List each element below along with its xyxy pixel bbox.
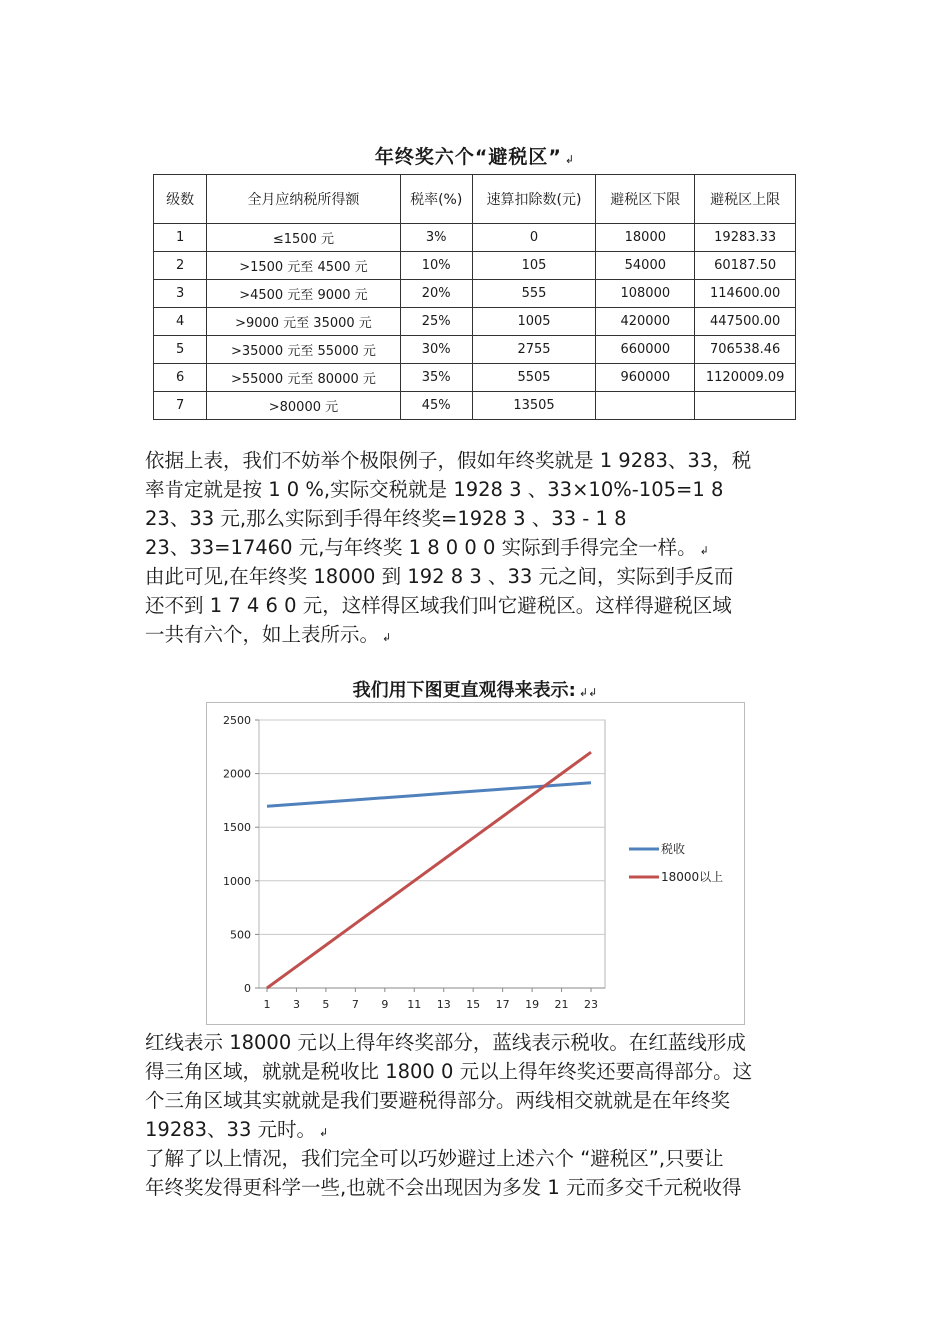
table-cell: 3	[154, 280, 207, 308]
table-cell: 2755	[472, 336, 595, 364]
x-tick-label: 15	[466, 998, 481, 1011]
y-tick-label: 1000	[223, 874, 251, 888]
paragraph-mark-icon: ↲	[382, 631, 392, 644]
table-body	[154, 224, 796, 420]
table-cell: 54000	[596, 252, 695, 280]
table-cell: 13505	[472, 392, 595, 420]
paragraph-mark-icon: ↲	[319, 1126, 329, 1139]
table-cell	[596, 392, 695, 420]
paragraph-line: 19283、33 元时。 ↲	[145, 1118, 329, 1141]
table-cell: 30%	[400, 336, 472, 364]
table-header-cell: 税率(%)	[400, 175, 472, 224]
paragraph-line: 23、33 元,那么实际到手得年终奖=1928 3 、33 - 1 8	[145, 507, 627, 530]
x-tick-label: 13	[436, 998, 451, 1011]
x-tick-label: 5	[322, 998, 330, 1011]
table-cell: 105	[472, 252, 595, 280]
x-tick-label: 7	[351, 998, 359, 1011]
table-cell: 1120009.09	[695, 364, 796, 392]
table-cell: 660000	[596, 336, 695, 364]
table-cell: 0	[472, 224, 595, 252]
paragraph-line: 年终奖发得更科学一些,也就不会出现因为多发 1 元而多交千元税收得	[145, 1176, 742, 1199]
table-cell: 108000	[596, 280, 695, 308]
paragraph-conclusion	[145, 562, 815, 652]
table-header-cell: 避税区上限	[695, 175, 796, 224]
x-tick-label: 23	[584, 998, 598, 1011]
table-cell: 1005	[472, 308, 595, 336]
table-cell: 706538.46	[695, 336, 796, 364]
paragraph-line: 还不到 1 7 4 6 0 元，这样得区域我们叫它避税区。这样得避税区域	[145, 594, 732, 617]
paragraph-mark-icon: ↲	[564, 153, 576, 166]
table-cell: 2	[154, 252, 207, 280]
x-tick-label: 9	[381, 998, 389, 1011]
paragraph-line: 一共有六个，如上表所示。 ↲	[145, 623, 392, 646]
table-title-text: 年终奖六个“避税区”	[374, 146, 562, 168]
table-cell: 45%	[400, 392, 472, 420]
x-tick-label: 11	[407, 998, 422, 1011]
table-header-cell: 速算扣除数(元)	[472, 175, 595, 224]
paragraph-chart-explanation	[145, 1028, 815, 1147]
table-cell: 10%	[400, 252, 472, 280]
table-header-cell: 全月应纳税所得额	[207, 175, 400, 224]
table-cell: >1500 元至 4500 元	[207, 252, 400, 280]
paragraph-line: 依据上表，我们不妨举个极限例子，假如年终奖就是 1 9283、33，税	[145, 449, 752, 472]
chart-heading	[0, 676, 950, 702]
table-cell: 555	[472, 280, 595, 308]
paragraph-summary	[145, 1144, 815, 1202]
table-cell: 1	[154, 224, 207, 252]
table-row	[154, 224, 796, 252]
table-cell: 20%	[400, 280, 472, 308]
line-chart	[206, 702, 745, 1025]
table-row	[154, 308, 796, 336]
table-cell: 5	[154, 336, 207, 364]
table-cell: 60187.50	[695, 252, 796, 280]
table-cell: >35000 元至 55000 元	[207, 336, 400, 364]
paragraph-line: 由此可见,在年终奖 18000 到 192 8 3 、33 元之间，实际到手反而	[145, 565, 734, 588]
y-tick-label: 2500	[223, 714, 251, 727]
tax-table	[153, 174, 796, 420]
table-cell: >9000 元至 35000 元	[207, 308, 400, 336]
table-cell: ≤1500 元	[207, 224, 400, 252]
paragraph-example	[145, 446, 815, 565]
table-row	[154, 336, 796, 364]
table-cell: 5505	[472, 364, 595, 392]
paragraph-line: 率肯定就是按 1 0 %,实际交税就是 1928 3 、33×10%-105=1 8	[145, 478, 724, 501]
paragraph-mark-icon: ↲	[699, 544, 709, 557]
x-tick-label: 21	[554, 998, 569, 1011]
table-row	[154, 252, 796, 280]
paragraph-mark-icon: ↲↲	[578, 686, 598, 699]
table-title	[0, 142, 950, 169]
legend-label: 18000以上	[661, 870, 724, 884]
paragraph-line: 了解了以上情况，我们完全可以巧妙避过上述六个 “避税区”,只要让	[145, 1147, 724, 1170]
table-cell	[695, 392, 796, 420]
y-tick-label: 500	[230, 928, 251, 942]
table-cell: >4500 元至 9000 元	[207, 280, 400, 308]
table-cell: 18000	[596, 224, 695, 252]
x-tick-label: 19	[525, 998, 540, 1011]
paragraph-line: 个三角区域其实就就是我们要避税得部分。两线相交就就是在年终奖	[145, 1089, 731, 1112]
y-tick-label: 1500	[223, 821, 251, 835]
table-row	[154, 364, 796, 392]
plot-area	[259, 720, 605, 988]
table-header-cell: 级数	[154, 175, 207, 224]
paragraph-line: 得三角区域，就就是税收比 1800 0 元以上得年终奖还要高得部分。这	[145, 1060, 753, 1083]
table-cell: 447500.00	[695, 308, 796, 336]
table-cell: 420000	[596, 308, 695, 336]
x-tick-label: 17	[495, 998, 510, 1011]
table-header-row	[154, 175, 796, 224]
table-cell: 6	[154, 364, 207, 392]
table-cell: >80000 元	[207, 392, 400, 420]
table-header-cell: 避税区下限	[596, 175, 695, 224]
table-row	[154, 280, 796, 308]
table-cell: 19283.33	[695, 224, 796, 252]
x-tick-label: 3	[292, 998, 300, 1011]
paragraph-line: 红线表示 18000 元以上得年终奖部分，蓝线表示税收。在红蓝线形成	[145, 1031, 746, 1054]
table-cell: 7	[154, 392, 207, 420]
table-row	[154, 392, 796, 420]
table-cell: 25%	[400, 308, 472, 336]
y-tick-label: 0	[244, 982, 251, 995]
chart-svg	[207, 703, 744, 1024]
x-tick-label: 1	[263, 998, 271, 1011]
y-tick-label: 2000	[223, 767, 251, 781]
chart-heading-text: 我们用下图更直观得来表示:	[352, 680, 576, 701]
legend-label: 税收	[661, 842, 686, 856]
table-cell: 4	[154, 308, 207, 336]
table-cell: 35%	[400, 364, 472, 392]
series-line	[267, 752, 591, 988]
table-cell: 114600.00	[695, 280, 796, 308]
table-cell: 3%	[400, 224, 472, 252]
table-cell: 960000	[596, 364, 695, 392]
table-cell: >55000 元至 80000 元	[207, 364, 400, 392]
paragraph-line: 23、33=17460 元,与年终奖 1 8 0 0 0 实际到手得完全一样。 ↲	[145, 536, 709, 559]
